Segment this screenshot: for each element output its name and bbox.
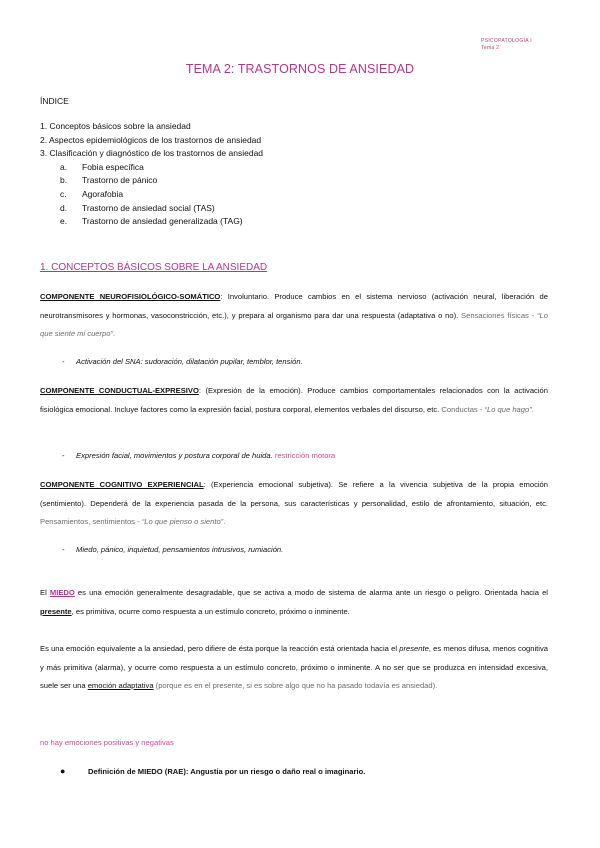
- neuro-bullet: [62, 357, 303, 366]
- emocion-adaptativa: emoción adaptativa: [87, 681, 154, 690]
- dash-icon: -: [62, 545, 65, 554]
- index-subitem-letter: c.: [60, 188, 67, 199]
- page-title: TEMA 2: TRASTORNOS DE ANSIEDAD: [185, 62, 415, 76]
- presente-word: presente: [40, 606, 72, 616]
- index-subitem-letter: e.: [60, 216, 68, 227]
- index-subitem: [40, 161, 263, 175]
- neuro-paragraph: [40, 288, 548, 344]
- miedo-text-3: , es primitiva, ocurre como respuesta a un estímulo concreto, próximo o inminente.: [71, 606, 350, 616]
- index-subitem: [40, 174, 263, 188]
- equiv-text-2: , es menos difusa, menos cognitiva y más primitiva (alarma), y ocurre como respuesta a un estímulo concreto, próximo o inminente. A no ser que se produzca en intensidad excesiva, suele ser una: [40, 644, 549, 690]
- cognitivo-key: COMPONENTE COGNITIVO EXPERIENCIAL: [40, 480, 204, 489]
- header-subject: PSICOPATOLOGÍA I: [481, 38, 532, 44]
- bullet-dot-icon: ●: [60, 766, 66, 776]
- cognitivo-bullet-text: Miedo, pánico, inquietud, pensamientos intrusivos, rumiación.: [76, 545, 284, 554]
- pink-note: no hay emociones positivas y negativas: [40, 738, 174, 747]
- neuro-grey-end: .: [113, 329, 116, 338]
- neuro-grey-italic: “Lo que siente mi cuerpo”: [40, 310, 548, 338]
- cognitivo-bullet: [62, 545, 283, 554]
- dash-icon: -: [62, 451, 65, 460]
- index-subitem-letter: a.: [60, 161, 68, 172]
- index-subitem-text: Agorafobia: [82, 188, 124, 199]
- conductual-body: : (Expresión de la emoción). Produce cambios comportamentales relacionados con la activación fisiológica emocional. Incluye factores como la expresión facial, postura corporal, elementos verbales del discurso, etc.: [40, 386, 548, 414]
- miedo-paragraph: [40, 584, 548, 621]
- index-subitem-text: Fobia específica: [82, 161, 144, 172]
- index-item: 2. Aspectos epidemiológicos de los trastornos de ansiedad: [40, 134, 262, 145]
- definition-item: [60, 766, 365, 776]
- index-item: 1. Conceptos básicos sobre la ansiedad: [40, 121, 191, 131]
- dash-icon: -: [62, 357, 65, 366]
- conductual-grey-end: .: [531, 404, 534, 414]
- neuro-key: COMPONENTE NEUROFISIOLÓGICO-SOMÁTICO: [40, 292, 221, 301]
- cognitivo-grey-end: .: [223, 517, 226, 526]
- conductual-bullet-note: restricción motora: [274, 451, 336, 460]
- cognitivo-paragraph: [40, 476, 548, 532]
- cognitivo-grey-italic: “Lo que pienso o siento”: [141, 517, 224, 526]
- index-subitem: [40, 215, 263, 229]
- index-subitem: [40, 202, 263, 216]
- section-heading: 1. CONCEPTOS BÁSICOS SOBRE LA ANSIEDAD: [40, 262, 268, 273]
- index-subitem-letter: d.: [60, 202, 68, 213]
- header-topic: Tema 2: [481, 45, 500, 51]
- index-item: 3. Clasificación y diagnóstico de los trastornos de ansiedad: [40, 148, 264, 159]
- index-subitem-text: Trastorno de ansiedad generalizada (TAG): [82, 216, 243, 227]
- equiv-grey: (porque es en el presente, si es sobre algo que no ha pasado todavía es ansiedad).: [153, 681, 438, 690]
- conductual-grey: Conductas -: [439, 404, 485, 414]
- header-note: [481, 38, 532, 52]
- index-subitem-letter: b.: [60, 175, 68, 186]
- definition-text: Definición de MIEDO (RAE): Angustia por un riesgo o daño real o imaginario.: [88, 767, 366, 776]
- miedo-text-2: es una emoción generalmente desagradable, que se activa a modo de sistema de alarma ante un riesgo o peligro. Orientada hacia el: [74, 588, 548, 597]
- index-list: [40, 120, 263, 229]
- conductual-grey-italic: “Lo que hago”: [484, 404, 532, 414]
- conductual-paragraph: [40, 382, 548, 419]
- conductual-bullet-text: Expresión facial, movimientos y postura corporal de huida.: [76, 451, 273, 460]
- neuro-bullet-text: Activación del SNA: sudoración, dilatación pupilar, temblor, tensión.: [76, 357, 303, 366]
- neuro-grey: Sensaciones físicas -: [458, 310, 538, 320]
- equiv-paragraph: [40, 640, 548, 696]
- conductual-key: COMPONENTE CONDUCTUAL-EXPRESIVO: [40, 386, 199, 395]
- index-subitem-text: Trastorno de ansiedad social (TAS): [82, 202, 215, 213]
- index-subitem-text: Trastorno de pánico: [82, 175, 158, 186]
- miedo-word: MIEDO: [49, 588, 75, 597]
- cognitivo-body: : (Experiencia emocional subjetiva). Se refiere a la vivencia subjetiva de la propia emoción (sentimiento). Dependerá de la experiencia pasada de la persona, sus características y personalidad, estilo de afrontamiento, situación, etc.: [40, 480, 549, 508]
- conductual-bullet: [62, 451, 335, 460]
- equiv-presente: presente: [399, 644, 429, 653]
- neuro-body: : Involuntario. Produce cambios en el sistema nervioso (activación neural, liberación de neurotransmisores y hormonas, vasoconstricción, etc.), y prepara al organismo para dar una respuesta (adaptativa o no).: [40, 292, 548, 320]
- cognitivo-grey: Pensamientos, sentimientos -: [40, 517, 142, 526]
- index-subitem: [40, 188, 263, 202]
- miedo-text-1: El: [40, 588, 50, 597]
- equiv-text-1: Es una emoción equivalente a la ansiedad, pero difiere de ésta porque la reacción está orientada hacia el: [40, 644, 400, 653]
- index-label: ÍNDICE: [40, 96, 69, 106]
